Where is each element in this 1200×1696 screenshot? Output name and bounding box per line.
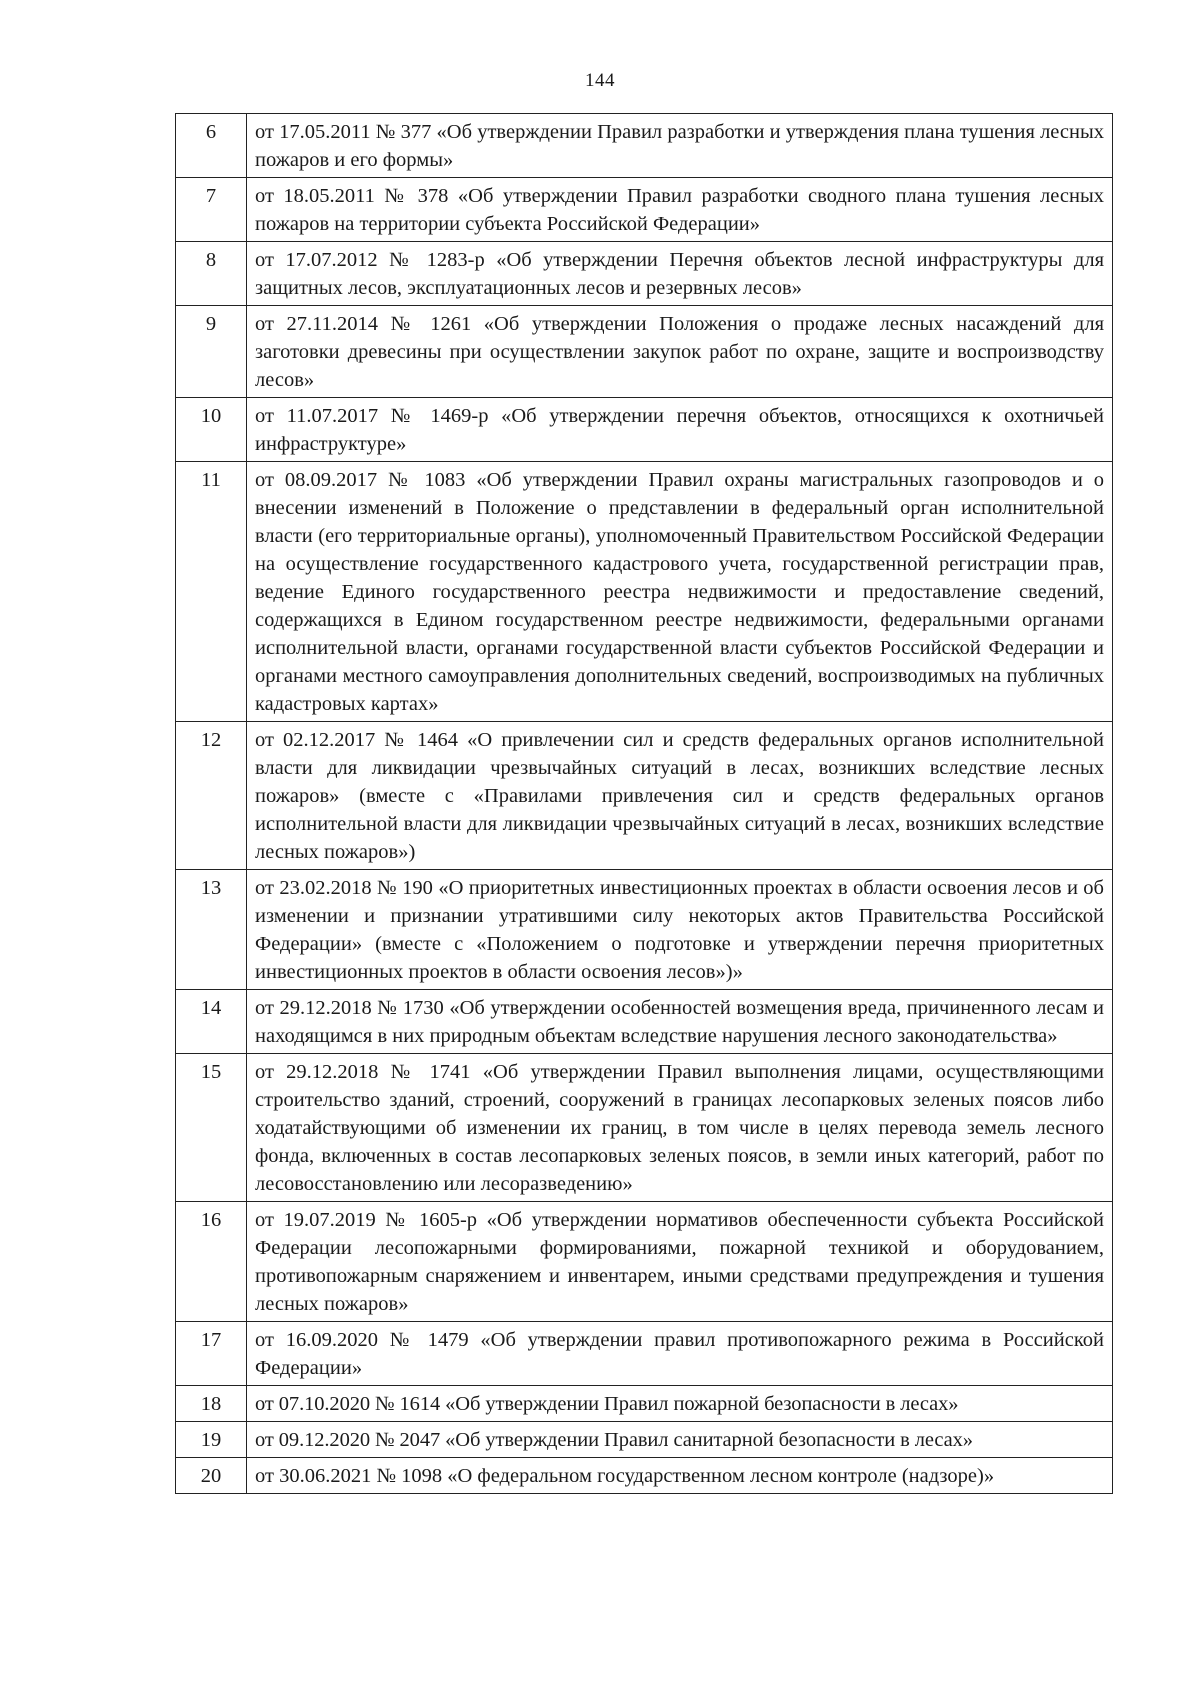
- table-row: [176, 1458, 1113, 1494]
- row-number: 19: [176, 1422, 247, 1458]
- table-row: [176, 398, 1113, 462]
- row-text: от 18.05.2011 № 378 «Об утверждении Правил разработки сводного плана тушения лесных пожаров на территории субъекта Российской Федерации»: [247, 178, 1113, 242]
- table-row: [176, 114, 1113, 178]
- row-number: 10: [176, 398, 247, 462]
- row-number: 6: [176, 114, 247, 178]
- table-row: [176, 870, 1113, 990]
- row-text: от 27.11.2014 № 1261 «Об утверждении Положения о продаже лесных насаждений для заготовки древесины при осуществлении закупок работ по охране, защите и воспроизводству лесов»: [247, 306, 1113, 398]
- table-row: [176, 178, 1113, 242]
- row-text: от 11.07.2017 № 1469-р «Об утверждении перечня объектов, относящихся к охотничьей инфраструктуре»: [247, 398, 1113, 462]
- table-row: [176, 462, 1113, 722]
- row-number: 16: [176, 1202, 247, 1322]
- row-number: 9: [176, 306, 247, 398]
- table-row: [176, 1054, 1113, 1202]
- page-number: 144: [585, 70, 615, 91]
- table-row: [176, 722, 1113, 870]
- table-row: [176, 1202, 1113, 1322]
- row-text: от 30.06.2021 № 1098 «О федеральном государственном лесном контроле (надзоре)»: [247, 1458, 1113, 1494]
- row-text: от 02.12.2017 № 1464 «О привлечении сил и средств федеральных органов исполнительной власти для ликвидации чрезвычайных ситуаций в лесах, возникших вследствие лесных пожаров» (вместе с «Правилами привлечения сил и средств федеральных органов исполнительной власти для ликвидации чрезвычайных ситуаций в лесах, возникших вследствие лесных пожаров»): [247, 722, 1113, 870]
- row-text: от 17.05.2011 № 377 «Об утверждении Правил разработки и утверждения плана тушения лесных пожаров и его формы»: [247, 114, 1113, 178]
- table-row: [176, 242, 1113, 306]
- row-number: 11: [176, 462, 247, 722]
- row-number: 18: [176, 1386, 247, 1422]
- row-text: от 16.09.2020 № 1479 «Об утверждении правил противопожарного режима в Российской Федерации»: [247, 1322, 1113, 1386]
- table-row: [176, 1422, 1113, 1458]
- row-text: от 07.10.2020 № 1614 «Об утверждении Правил пожарной безопасности в лесах»: [247, 1386, 1113, 1422]
- row-text: от 29.12.2018 № 1741 «Об утверждении Правил выполнения лицами, осуществляющими строительство зданий, строений, сооружений в границах лесопарковых зеленых поясов либо ходатайствующими об изменении их границ, в том числе в целях перевода земель лесного фонда, включенных в состав лесопарковых зеленых поясов, в земли иных категорий, работ по лесовосстановлению или лесоразведению»: [247, 1054, 1113, 1202]
- row-text: от 23.02.2018 № 190 «О приоритетных инвестиционных проектах в области освоения лесов и об изменении и признании утратившими силу некоторых актов Правительства Российской Федерации» (вместе с «Положением о подготовке и утверждении перечня приоритетных инвестиционных проектов в области освоения лесов»)»: [247, 870, 1113, 990]
- table-row: [176, 1386, 1113, 1422]
- row-number: 7: [176, 178, 247, 242]
- table-row: [176, 990, 1113, 1054]
- legal-acts-table: [175, 113, 1113, 1494]
- row-number: 20: [176, 1458, 247, 1494]
- row-number: 17: [176, 1322, 247, 1386]
- table-row: [176, 306, 1113, 398]
- table-row: [176, 1322, 1113, 1386]
- row-number: 12: [176, 722, 247, 870]
- row-text: от 17.07.2012 № 1283-р «Об утверждении Перечня объектов лесной инфраструктуры для защитных лесов, эксплуатационных лесов и резервных лесов»: [247, 242, 1113, 306]
- row-number: 8: [176, 242, 247, 306]
- row-text: от 19.07.2019 № 1605-р «Об утверждении нормативов обеспеченности субъекта Российской Федерации лесопожарными формированиями, пожарной техникой и оборудованием, противопожарным снаряжением и инвентарем, иными средствами предупреждения и тушения лесных пожаров»: [247, 1202, 1113, 1322]
- row-text: от 08.09.2017 № 1083 «Об утверждении Правил охраны магистральных газопроводов и о внесении изменений в Положение о представлении в федеральный орган исполнительной власти (его территориальные органы), уполномоченный Правительством Российской Федерации на осуществление государственного кадастрового учета, государственной регистрации прав, ведение Единого государственного реестра недвижимости и предоставление сведений, содержащихся в Едином государственном реестре недвижимости, федеральными органами исполнительной власти, органами государственной власти субъектов Российской Федерации и органами местного самоуправления дополнительных сведений, воспроизводимых на публичных кадастровых картах»: [247, 462, 1113, 722]
- row-text: от 09.12.2020 № 2047 «Об утверждении Правил санитарной безопасности в лесах»: [247, 1422, 1113, 1458]
- row-number: 15: [176, 1054, 247, 1202]
- row-number: 13: [176, 870, 247, 990]
- row-number: 14: [176, 990, 247, 1054]
- row-text: от 29.12.2018 № 1730 «Об утверждении особенностей возмещения вреда, причиненного лесам и находящимся в них природным объектам вследствие нарушения лесного законодательства»: [247, 990, 1113, 1054]
